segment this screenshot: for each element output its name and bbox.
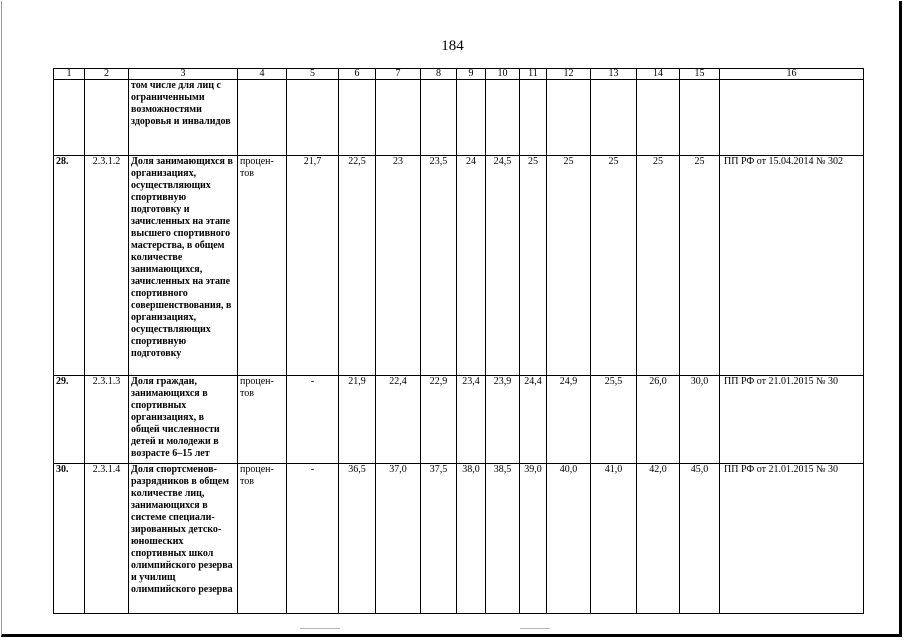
value-cell: 30,0 <box>680 376 720 464</box>
scan-artifact <box>520 628 550 629</box>
page-number: 184 <box>441 38 464 54</box>
indicator-text: Доля занимающихся в организациях, осуществляющих спортивную подготовку и зачисленных на этапе высшего спортивного мастерства, в общем количестве занимающихся, зачисленных на этапе спортивного совершенствования, в организациях, осуществляющих спортивную подготовку <box>129 156 238 376</box>
value-cell: 38,0 <box>457 464 486 614</box>
value-cell: 36,5 <box>339 464 376 614</box>
column-number: 10 <box>486 69 520 80</box>
row-code: 2.3.1.2 <box>85 156 129 376</box>
value-cell: - <box>287 464 339 614</box>
value-cell: 25 <box>591 156 637 376</box>
value-cell: 25 <box>637 156 680 376</box>
column-number: 16 <box>720 69 864 80</box>
value-cell: 24,4 <box>520 376 547 464</box>
legal-source: ПП РФ от 15.04.2014 № 302 <box>720 156 864 376</box>
value-cell: 25,5 <box>591 376 637 464</box>
value-cell: 22,5 <box>339 156 376 376</box>
row-code: 2.3.1.4 <box>85 464 129 614</box>
legal-source: ПП РФ от 21.01.2015 № 30 <box>720 464 864 614</box>
column-number: 1 <box>54 69 85 80</box>
continuation-row <box>54 80 864 156</box>
value-cell: 25 <box>547 156 591 376</box>
column-number: 5 <box>287 69 339 80</box>
row-number: 30. <box>54 464 85 614</box>
table-row <box>54 156 864 376</box>
column-number: 13 <box>591 69 637 80</box>
table-row <box>54 376 864 464</box>
value-cell: 24,9 <box>547 376 591 464</box>
unit: процен- тов <box>238 376 287 464</box>
value-cell: 25 <box>520 156 547 376</box>
value-cell: 23,4 <box>457 376 486 464</box>
value-cell: 39,0 <box>520 464 547 614</box>
column-number: 3 <box>129 69 238 80</box>
column-number: 6 <box>339 69 376 80</box>
table-row <box>54 464 864 614</box>
column-number: 14 <box>637 69 680 80</box>
column-number: 12 <box>547 69 591 80</box>
value-cell: 23,5 <box>421 156 457 376</box>
column-number: 7 <box>376 69 421 80</box>
value-cell: 22,9 <box>421 376 457 464</box>
value-cell: 23 <box>376 156 421 376</box>
value-cell: 23,9 <box>486 376 520 464</box>
value-cell: 41,0 <box>591 464 637 614</box>
column-number: 11 <box>520 69 547 80</box>
value-cell: 22,4 <box>376 376 421 464</box>
indicator-text: Доля спортсменов-разрядников в общем количестве лиц, занимающихся в системе специали-зированных детско-юношеских спортивных школ олимпийского резерва и училищ олимпийского резерва <box>129 464 238 614</box>
value-cell: 24 <box>457 156 486 376</box>
scan-artifact <box>300 628 340 629</box>
indicator-text: Доля граждан, занимающихся в спортивных организациях, в общей численности детей и молодежи в возрасте 6–15 лет <box>129 376 238 464</box>
row-number: 29. <box>54 376 85 464</box>
value-cell: 21,7 <box>287 156 339 376</box>
row-number: 28. <box>54 156 85 376</box>
value-cell: 24,5 <box>486 156 520 376</box>
column-number: 2 <box>85 69 129 80</box>
value-cell: 45,0 <box>680 464 720 614</box>
value-cell: 37,5 <box>421 464 457 614</box>
column-number: 15 <box>680 69 720 80</box>
value-cell: 40,0 <box>547 464 591 614</box>
row-code: 2.3.1.3 <box>85 376 129 464</box>
column-number: 8 <box>421 69 457 80</box>
indicators-table <box>53 68 864 614</box>
value-cell: 42,0 <box>637 464 680 614</box>
column-numbers-row <box>54 69 864 80</box>
unit: процен- тов <box>238 464 287 614</box>
column-number: 9 <box>457 69 486 80</box>
legal-source: ПП РФ от 21.01.2015 № 30 <box>720 376 864 464</box>
value-cell: 26,0 <box>637 376 680 464</box>
unit: процен- тов <box>238 156 287 376</box>
value-cell: 38,5 <box>486 464 520 614</box>
value-cell: 25 <box>680 156 720 376</box>
value-cell: - <box>287 376 339 464</box>
indicator-text: том числе для лиц с ограниченными возможностями здоровья и инвалидов <box>129 80 238 156</box>
column-number: 4 <box>238 69 287 80</box>
value-cell: 21,9 <box>339 376 376 464</box>
value-cell: 37,0 <box>376 464 421 614</box>
